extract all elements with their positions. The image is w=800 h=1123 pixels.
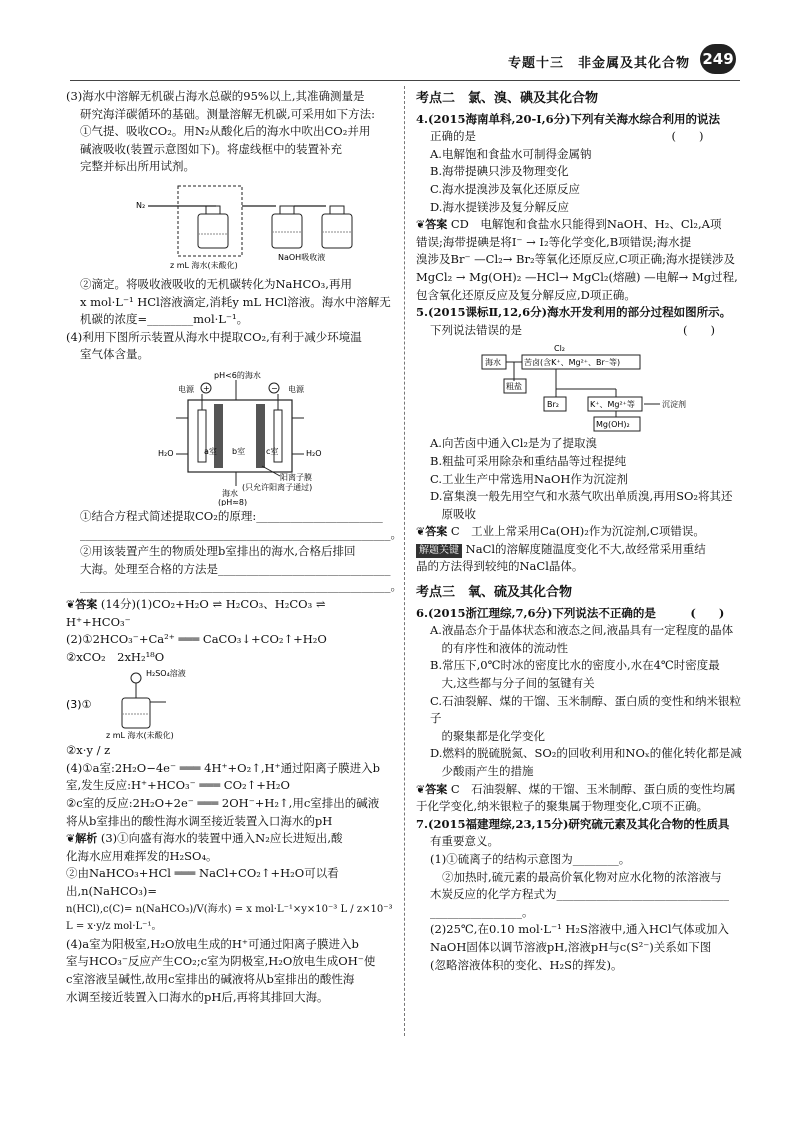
- analysis-label: 解析: [75, 832, 98, 846]
- n2-label: N₂: [136, 200, 146, 210]
- answer-seawater-label: z mL 海水(未酸化): [106, 731, 174, 741]
- answer-label: 答案: [75, 597, 98, 611]
- seawater-flow-diagram: [416, 341, 748, 433]
- q4-answer-line: 错误;海带提碘是将I⁻ → I₂等化学变化,B项错误;海水提: [416, 234, 692, 249]
- analysis-line: 室与HCO₃⁻反应产生CO₂;c室为阴极室,H₂O放电生成OH⁻使: [66, 954, 376, 969]
- minus-label: −: [271, 383, 278, 393]
- q4-option: A.电解饱和食盐水可制得金属钠: [430, 146, 592, 161]
- left-column: [66, 88, 402, 1006]
- q4-line: 室气体含量。: [80, 347, 149, 362]
- q7-line: (2)25℃,在0.10 mol·L⁻¹ H₂S溶液中,通入HCl气体或加入: [430, 922, 730, 937]
- q7-line: NaOH固体以调节溶液pH,溶液pH与c(S²⁻)关系如下图: [430, 939, 712, 954]
- q6-option: 的有序性和液体的流动性: [430, 640, 568, 655]
- answer-line: ②c室的反应:2H₂O+2e⁻ ═══ 2OH⁻+H₂↑,用c室排出的碱液: [66, 796, 380, 811]
- q4-1-blank: ______________________________________________________。: [80, 526, 402, 541]
- q6-answer-line: C 石油裂解、煤的干馏、玉米制醇、蛋白质的变性均属: [450, 781, 736, 796]
- q4-1-line: ①结合方程式简述提取CO₂的原理:______________________: [80, 508, 383, 523]
- answer-icon: ❦: [66, 597, 76, 611]
- q5-answer-block: [416, 523, 748, 541]
- answer-icon: ❦: [416, 782, 426, 796]
- q3-line: 研究海洋碳循环的基础。测量溶解无机碳,可采用如下方法:: [80, 106, 376, 121]
- apparatus-diagram-1: [66, 178, 396, 274]
- q4-option: D.海水提镁涉及复分解反应: [430, 199, 569, 214]
- q3-line: ①气提、吸收CO₂。用N₂从酸化后的海水中吹出CO₂并用: [80, 124, 371, 139]
- q7-line: ________________。: [430, 904, 534, 919]
- section-title-3: 考点三 氧、硫及其化合物: [416, 585, 573, 601]
- q3-2-line: x mol·L⁻¹ HCl溶液滴定,消耗y mL HCl溶液。海水中溶解无: [80, 294, 391, 309]
- analysis-line: ②由NaHCO₃+HCl ═══ NaCl+CO₂↑+H₂O可以看出,n(NaHCO₃)=: [66, 866, 339, 899]
- q6-option: B.常压下,0℃时冰的密度比水的密度小,水在4℃时密度最: [430, 658, 720, 673]
- top-seawater-label: pH<6的海水: [214, 370, 261, 380]
- q5-answer: C 工业上常采用Ca(OH)₂作为沉淀剂,C项错误。: [450, 524, 705, 539]
- q6-heading: 6.(2015浙江理综,7,6分)下列说法不正确的是 ( ): [416, 605, 725, 620]
- q5-option: D.富集溴一般先用空气和水蒸气吹出单质溴,再用SO₂将其还: [430, 489, 733, 504]
- header-rule: [70, 80, 740, 81]
- analysis-block: [66, 830, 396, 848]
- q5-answer-label: 答案: [425, 525, 448, 539]
- room-a-label: a室: [204, 446, 217, 456]
- q4-answer-line: 溴涉及Br⁻ —Cl₂→ Br₂等氧化还原反应,C项正确;海水提镁涉及: [416, 252, 735, 267]
- answer-line: (2)①2HCO₃⁻+Ca²⁺ ═══ CaCO₃↓+CO₂↑+H₂O: [66, 632, 327, 647]
- seawater-box: 海水: [485, 358, 501, 368]
- q5-heading: 下列说法错误的是 ( ): [430, 322, 715, 337]
- seawater-bottom-label: 海水: [222, 488, 238, 498]
- q4-answer-label: 答案: [425, 218, 448, 232]
- q6-option: 的聚集都是化学变化: [430, 728, 545, 743]
- q6-option: A.液晶态介于晶体状态和液态之间,液晶具有一定程度的晶体: [430, 623, 734, 638]
- answer-line: 室,发生反应:H⁺+HCO₃⁻ ═══ CO₂↑+H₂O: [66, 778, 290, 793]
- analysis-line: 水调至接近装置入口海水的pH后,再将其排回大海。: [66, 989, 329, 1004]
- analysis-line: 化海水应用难挥发的H₂SO₄。: [66, 848, 218, 863]
- k-mg-box: K⁺、Mg²⁺等: [590, 400, 635, 410]
- plus-label: +: [203, 383, 210, 393]
- q6-option: 大,这些都与分子间的氢键有关: [430, 676, 595, 691]
- q5-key-line: NaCl的溶解度随温度变化不大,故经常采用重结: [465, 541, 706, 556]
- room-c-label: c室: [266, 446, 279, 456]
- q3-line: 碱液吸收(装置示意图如下)。将虚线框中的装置补充: [80, 141, 342, 156]
- answer-line: H⁺+HCO₃⁻: [66, 614, 131, 629]
- q5-key-block: [416, 541, 748, 559]
- q6-option: C.石油裂解、煤的干馏、玉米制醇、蛋白质的变性和纳米银粒子: [430, 693, 742, 726]
- answer-item-label: (3)①: [66, 698, 92, 712]
- q4-answer-block: [416, 216, 748, 234]
- column-divider: [404, 86, 405, 1036]
- q6-answer-label: 答案: [425, 782, 448, 796]
- crude-salt-box: 粗盐: [506, 382, 522, 392]
- power-left-label: 电源: [178, 384, 194, 394]
- q5-heading: 5.(2015课标Ⅱ,12,6分)海水开发利用的部分过程如图所示。: [416, 305, 732, 320]
- q6-answer-block: [416, 781, 748, 799]
- q5-key-label: 解题关键: [416, 544, 462, 558]
- q3-2-line: ②滴定。将吸收液吸收的无机碳转化为NaHCO₃,再用: [80, 276, 352, 291]
- seawater-label: z mL 海水(未酸化): [170, 260, 238, 270]
- answer-icon: ❦: [416, 525, 426, 539]
- q5-option: A.向苦卤中通入Cl₂是为了提取溴: [430, 436, 598, 451]
- q4-line: (4)利用下图所示装置从海水中提取CO₂,有利于减少环境温: [66, 329, 362, 344]
- q4-heading: 4.(2015海南单科,20-Ⅰ,6分)下列有关海水综合利用的说法: [416, 111, 721, 126]
- bittern-box: 苦卤(含K⁺、Mg²⁺、Br⁻等): [524, 358, 621, 368]
- page-header: [0, 0, 800, 84]
- page-number: 249: [700, 44, 736, 74]
- q5-option: B.粗盐可采用除杂和重结晶等过程提纯: [430, 453, 627, 468]
- answer-block: [66, 596, 396, 614]
- electrolysis-diagram: [66, 366, 396, 506]
- q6-option: D.燃料的脱硫脱氮、SO₂的回收利用和NOₓ的催化转化都是减: [430, 746, 742, 761]
- membrane-note: (只允许阳离子通过): [242, 482, 313, 492]
- power-right-label: 电源: [288, 384, 304, 394]
- q7-line: 木炭反应的化学方程式为______________________________: [430, 887, 729, 902]
- apparatus-diagram-2: [66, 668, 396, 740]
- analysis-line: (4)a室为阳极室,H₂O放电生成的H⁺可通过阳离子膜进入b: [66, 936, 359, 951]
- br2-box: Br₂: [547, 400, 559, 410]
- precip-label: 沉淀剂: [662, 400, 686, 410]
- room-b-label: b室: [232, 446, 246, 456]
- naoh-label: NaOH吸收液: [278, 252, 326, 262]
- q7-heading: 有重要意义。: [430, 834, 499, 849]
- analysis-line: c室溶液呈碱性,故用c室排出的碱液将从b室排出的酸性海: [66, 972, 355, 986]
- chapter-title: 专题十三 非金属及其化合物: [507, 56, 690, 71]
- q4-option: C.海水提溴涉及氧化还原反应: [430, 181, 581, 196]
- q7-line: (1)①硫离子的结构示意图为________。: [430, 851, 631, 866]
- q5-key-line: 晶的方法得到较纯的NaCl晶体。: [416, 559, 584, 574]
- cl2-label: Cl₂: [554, 344, 566, 354]
- q7-line: ②加热时,硫元素的最高价氧化物对应水化物的浓溶液与: [442, 869, 722, 884]
- membrane-label: 阳离子膜: [280, 472, 312, 482]
- answer-line: (14分)(1)CO₂+H₂O ⇌ H₂CO₃、H₂CO₃ ⇌: [100, 596, 326, 611]
- analysis-line: (3)①向盛有海水的装置中通入N₂应长进短出,酸: [100, 831, 343, 846]
- q4-answer-line: MgCl₂ → Mg(OH)₂ —HCl→ MgCl₂(熔融) —电解→ Mg过程,: [416, 269, 738, 284]
- q7-line: (忽略溶液体积的变化、H₂S的挥发)。: [430, 957, 623, 972]
- mgoh2-box: Mg(OH)₂: [596, 420, 630, 430]
- q5-option: 原吸收: [430, 506, 476, 521]
- q4-option: B.海带提碘只涉及物理变化: [430, 164, 569, 179]
- q4-2-line: ②用该装置产生的物质处理b室排出的海水,合格后排回: [80, 544, 356, 559]
- answer-fraction: ②x·y / z: [66, 743, 111, 758]
- ph-label: (pH≈8): [218, 497, 248, 506]
- q6-option: 少酸雨产生的措施: [430, 764, 534, 778]
- q3-line: (3)海水中溶解无机碳占海水总碳的95%以上,其准确测量是: [66, 89, 365, 103]
- answer-line: (4)①a室:2H₂O−4e⁻ ═══ 4H⁺+O₂↑,H⁺通过阳离子膜进入b: [66, 760, 380, 775]
- q3-2-line: 机碳的浓度=________mol·L⁻¹。: [80, 312, 249, 327]
- q4-answer-line: 包含氧化还原反应及复分解反应,D项正确。: [416, 287, 636, 302]
- q6-answer-line: 于化学变化,纳米银粒子的聚集属于物理变化,C项不正确。: [416, 799, 709, 814]
- q4-heading: 正确的是 ( ): [430, 129, 704, 144]
- h2o-left-label: H₂O: [158, 448, 174, 458]
- q4-answer-line: CD 电解饱和食盐水只能得到NaOH、H₂、Cl₂,A项: [450, 217, 722, 232]
- analysis-icon: ❦: [66, 832, 76, 846]
- answer-line: ②xCO₂ 2xH₂¹⁸O: [66, 649, 165, 664]
- answer-line: 将从b室排出的酸性海水调至接近装置入口海水的pH: [66, 813, 333, 828]
- answer-icon: ❦: [416, 218, 426, 232]
- q5-option: C.工业生产中常选用NaOH作为沉淀剂: [430, 471, 628, 486]
- right-column: [416, 88, 748, 974]
- h2so4-label: H₂SO₄溶液: [146, 669, 186, 679]
- h2o-right-label: H₂O: [306, 448, 322, 458]
- q3-line: 完整并标出所用试剂。: [80, 159, 195, 174]
- q4-2-line: 大海。处理至合格的方法是______________________________: [80, 561, 391, 576]
- analysis-line: n(HCl),c(C)= n(NaHCO₃)/V(海水) = x mol·L⁻¹×y×10⁻³ L / z×10⁻³ L = x·y/z mol·L⁻¹。: [66, 903, 393, 933]
- q7-heading: 7.(2015福建理综,23,15分)研究硫元素及其化合物的性质具: [416, 816, 730, 831]
- section-title-2: 考点二 氯、溴、碘及其化合物: [416, 91, 599, 106]
- q4-2-blank: ______________________________________________________。: [80, 579, 402, 594]
